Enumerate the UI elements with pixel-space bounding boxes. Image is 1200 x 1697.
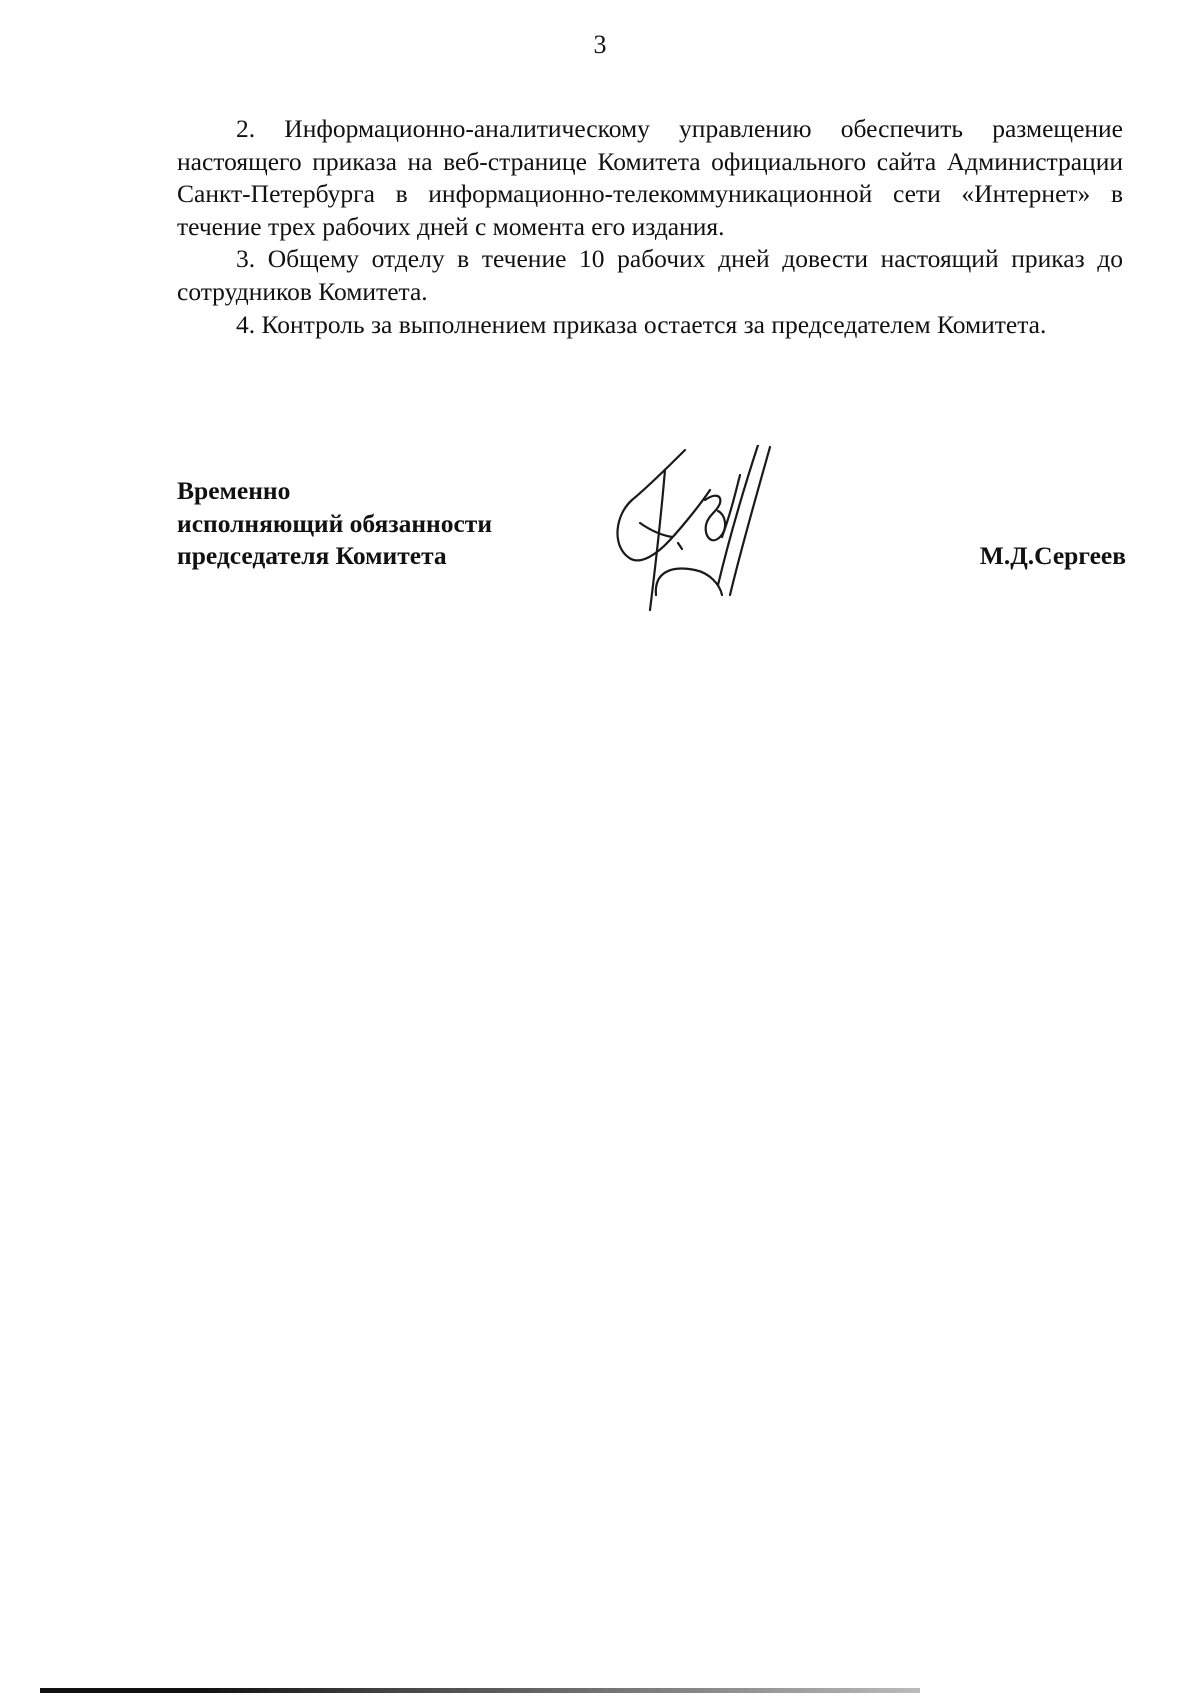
position-line: исполняющий обязанности: [177, 508, 493, 538]
page-number: 3: [593, 30, 607, 59]
position-line: Временно: [177, 476, 291, 505]
paragraph-4: 4. Контроль за выполнением приказа остается за председателем Комитета.: [236, 309, 1047, 339]
paragraph-3: 3. Общему отделу в течение 10 рабочих дней довести настоящий приказ до сотрудников Комитета.: [177, 244, 1123, 306]
handwritten-signature: [610, 445, 810, 615]
position-line: председателя Комитета: [177, 541, 447, 571]
bottom-divider: [40, 1688, 920, 1693]
signer-name: М.Д.Сергеев: [979, 541, 1126, 570]
paragraph-2: 2. Информационно-аналитическому управлению обеспечить размещение настоящего приказа на веб-странице Комитета официального сайта Администрации Санкт-Петербурга в информационно-телекоммуникационной сети «Интернет» в течение трех рабочих дней с момента его издания.: [177, 114, 1123, 241]
document-body: [177, 113, 1123, 341]
signatory-position: [177, 475, 492, 573]
